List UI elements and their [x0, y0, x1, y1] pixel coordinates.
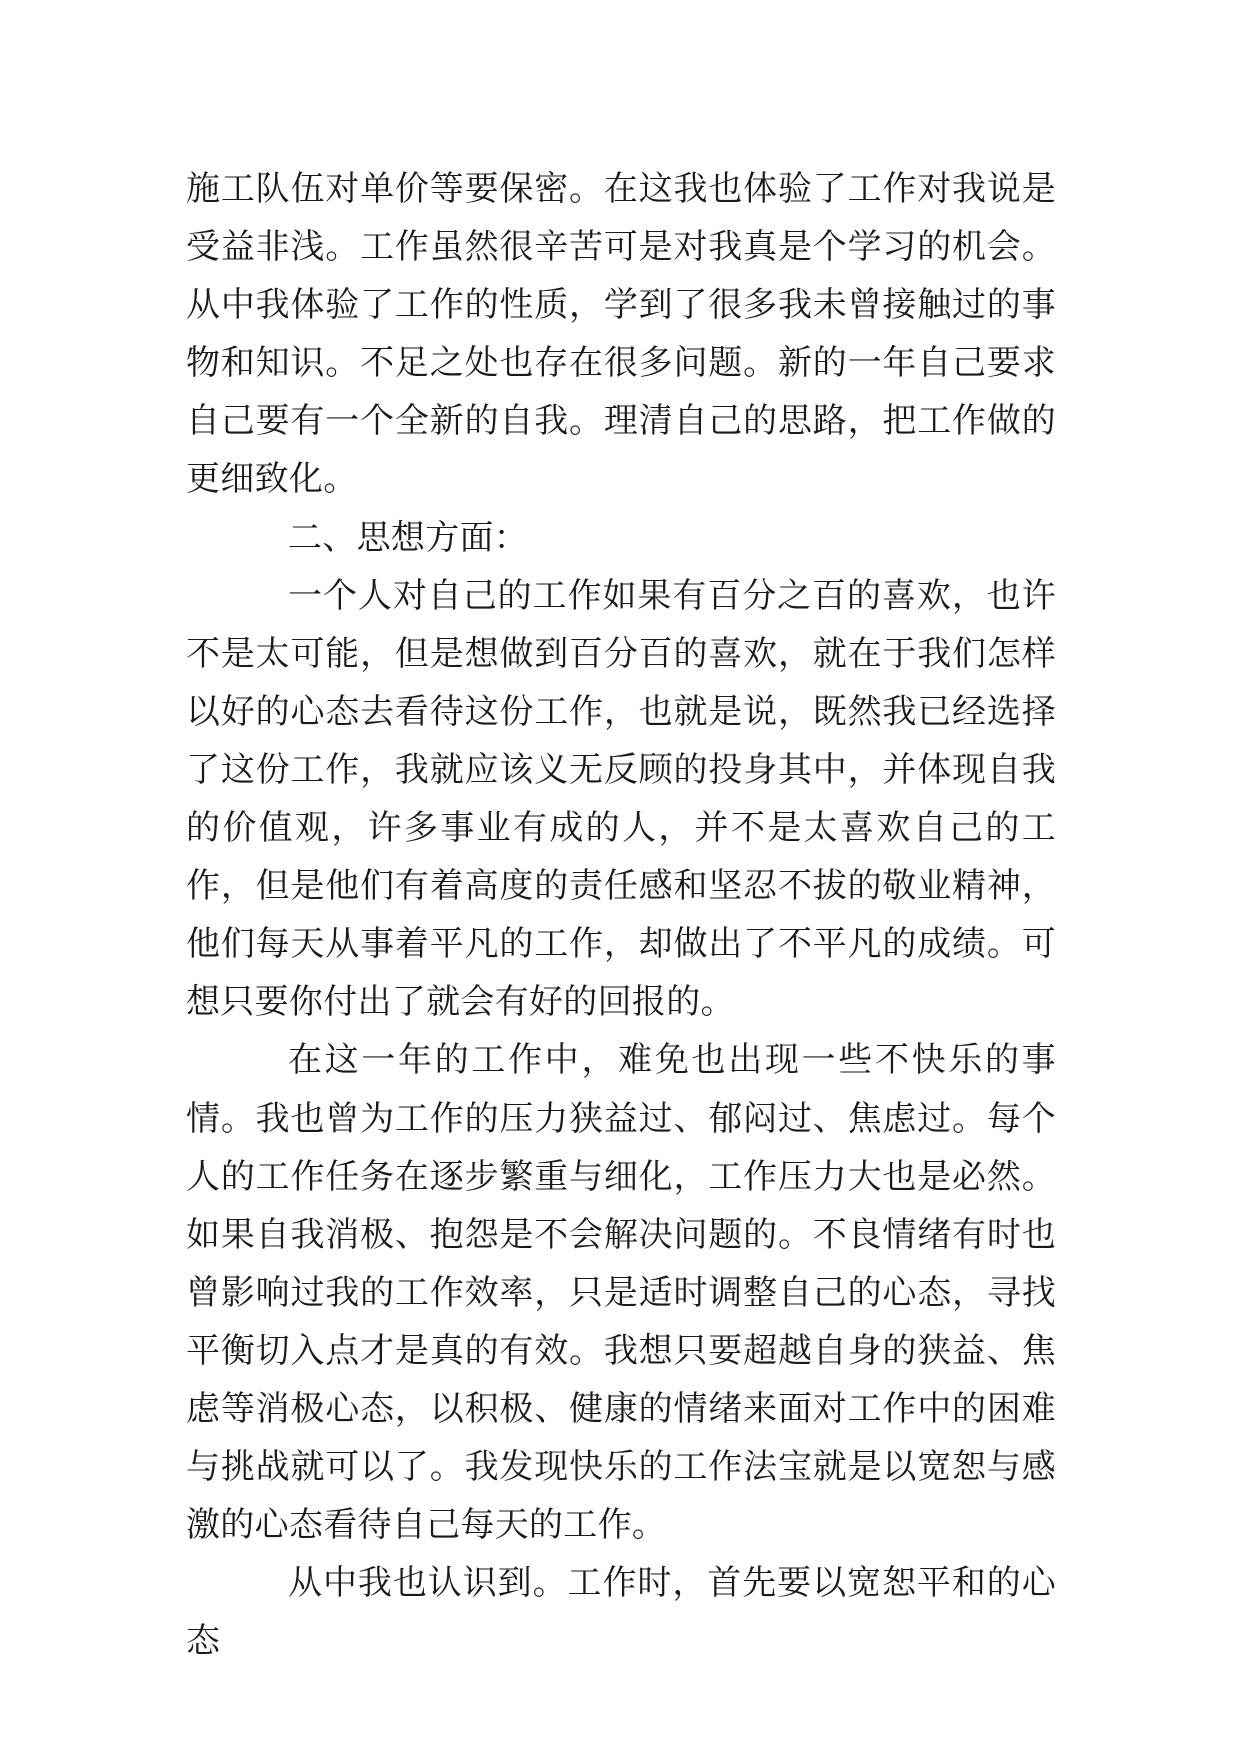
paragraph: 从中我也认识到。工作时，首先要以宽恕平和的心态 [186, 1563, 1056, 1662]
paragraph: 一个人对自己的工作如果有百分之百的喜欢，也许不是太可能，但是想做到百分百的喜欢，就在于我们怎样以好的心态去看待这份工作，也就是说，既然我已经选择了这份工作，我就应该义无反顾的投身其中，并体现自我的价值观，许多事业有成的人，并不是太喜欢自己的工作，但是他们有着高度的责任感和坚忍不拔的敬业精神，他们每天从事着平凡的工作，却做出了不平凡的成绩。可想只要你付出了就会有好的回报的。 [186, 575, 1056, 1023]
document-page [186, 160, 1056, 1670]
paragraph: 在这一年的工作中，难免也出现一些不快乐的事情。我也曾为工作的压力狭益过、郁闷过、焦虑过。每个人的工作任务在逐步繁重与细化，工作压力大也是必然。如果自我消极、抱怨是不会解决问题的。不良情绪有时也曾影响过我的工作效率，只是适时调整自己的心态，寻找平衡切入点才是真的有效。我想只要超越自身的狭益、焦虑等消极心态，以积极、健康的情绪来面对工作中的困难与挑战就可以了。我发现快乐的工作法宝就是以宽恕与感激的心态看待自己每天的工作。 [186, 1040, 1056, 1546]
paragraph-continued: 施工队伍对单价等要保密。在这我也体验了工作对我说是受益非浅。工作虽然很辛苦可是对我真是个学习的机会。从中我体验了工作的性质，学到了很多我未曾接触过的事物和知识。不足之处也存在很多问题。新的一年自己要求自己要有一个全新的自我。理清自己的思路，把工作做的更细致化。 [186, 169, 1056, 500]
section-heading-thought: 二、思想方面： [288, 517, 529, 558]
